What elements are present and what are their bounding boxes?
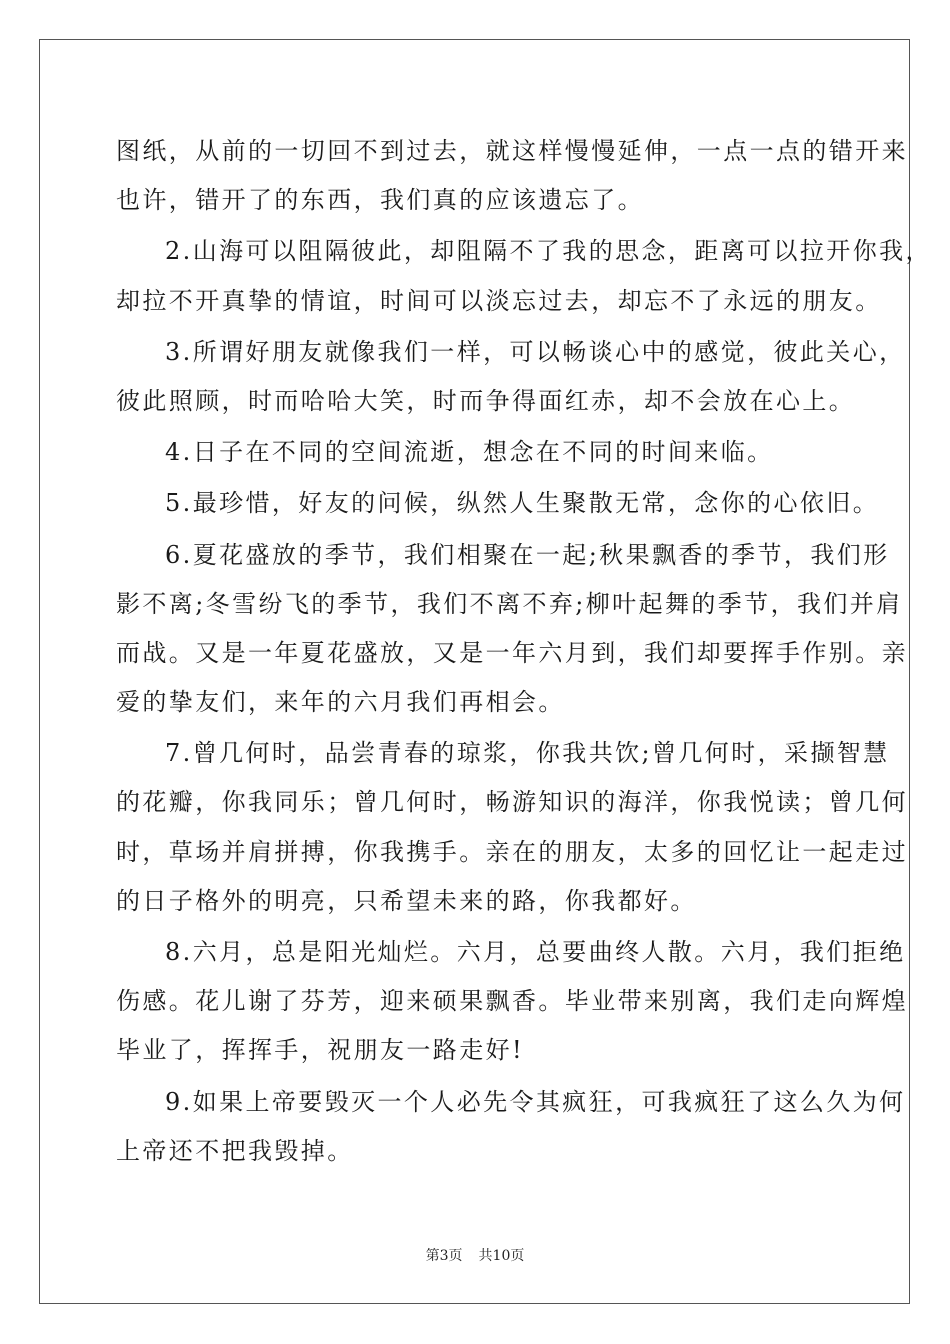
paragraph-2	[116, 227, 932, 325]
page-footer	[0, 1246, 950, 1266]
text-line: 图纸，从前的一切回不到过去，就这样慢慢延伸，一点一点的错开来	[116, 137, 908, 165]
paragraph-8	[116, 928, 908, 1076]
text-line: 2.山海可以阻隔彼此，却阻隔不了我的思念，距离可以拉开你我，	[165, 237, 932, 266]
text-line: 的花瓣，你我同乐；曾几何时，畅游知识的海洋，你我悦读；曾几何	[116, 788, 908, 817]
paragraph-9	[116, 1078, 906, 1176]
page-number: 第3页	[425, 1248, 463, 1264]
paragraph-7	[116, 729, 908, 926]
document-body	[116, 127, 932, 1178]
text-line: 伤感。花儿谢了芬芳，迎来硕果飘香。毕业带来别离，我们走向辉煌	[116, 987, 908, 1016]
text-line: 9.如果上帝要毁灭一个人必先令其疯狂，可我疯狂了这么久为何	[165, 1087, 906, 1116]
page-total: 共10页	[478, 1248, 525, 1264]
text-line: 7.曾几何时，品尝青春的琼浆，你我共饮;曾几何时，采撷智慧	[165, 739, 890, 768]
text-line: 时，草场并肩拼搏，你我携手。亲在的朋友，太多的回忆让一起走过	[116, 837, 908, 866]
text-line: 而战。又是一年夏花盛放，又是一年六月到，我们却要挥手作别。亲	[116, 638, 908, 667]
text-line: 3.所谓好朋友就像我们一样，可以畅谈心中的感觉，彼此关心，	[165, 337, 906, 366]
text-line: 却拉不开真挚的情谊，时间可以淡忘过去，却忘不了永远的朋友。	[116, 286, 882, 315]
text-line: 8.六月，总是阳光灿烂。六月，总要曲终人散。六月，我们拒绝	[165, 938, 906, 966]
text-line: 的日子格外的明亮，只希望未来的路，你我都好。	[116, 886, 697, 915]
text-line: 6.夏花盛放的季节，我们相聚在一起;秋果飘香的季节，我们形	[165, 540, 890, 569]
text-line: 4.日子在不同的空间流逝，想念在不同的时间来临。	[165, 438, 774, 467]
text-line: 5.最珍惜，好友的问候，纵然人生聚散无常，念你的心依旧。	[165, 489, 880, 518]
text-line: 彼此照顾，时而哈哈大笑，时而争得面红赤，却不会放在心上。	[116, 386, 856, 415]
paragraph-6	[116, 531, 908, 728]
paragraph-1	[116, 127, 908, 225]
paragraph-5	[116, 479, 880, 528]
text-line: 影不离;冬雪纷飞的季节，我们不离不弃;柳叶起舞的季节，我们并肩	[116, 589, 903, 618]
text-line: 也许，错开了的东西，我们真的应该遗忘了。	[116, 186, 644, 215]
text-line: 上帝还不把我毁掉。	[116, 1136, 354, 1165]
text-line: 毕业了，挥挥手，祝朋友一路走好!	[116, 1036, 525, 1065]
paragraph-4	[116, 428, 856, 477]
paragraph-3	[116, 328, 906, 426]
text-line: 爱的挚友们，来年的六月我们再相会。	[116, 688, 565, 717]
